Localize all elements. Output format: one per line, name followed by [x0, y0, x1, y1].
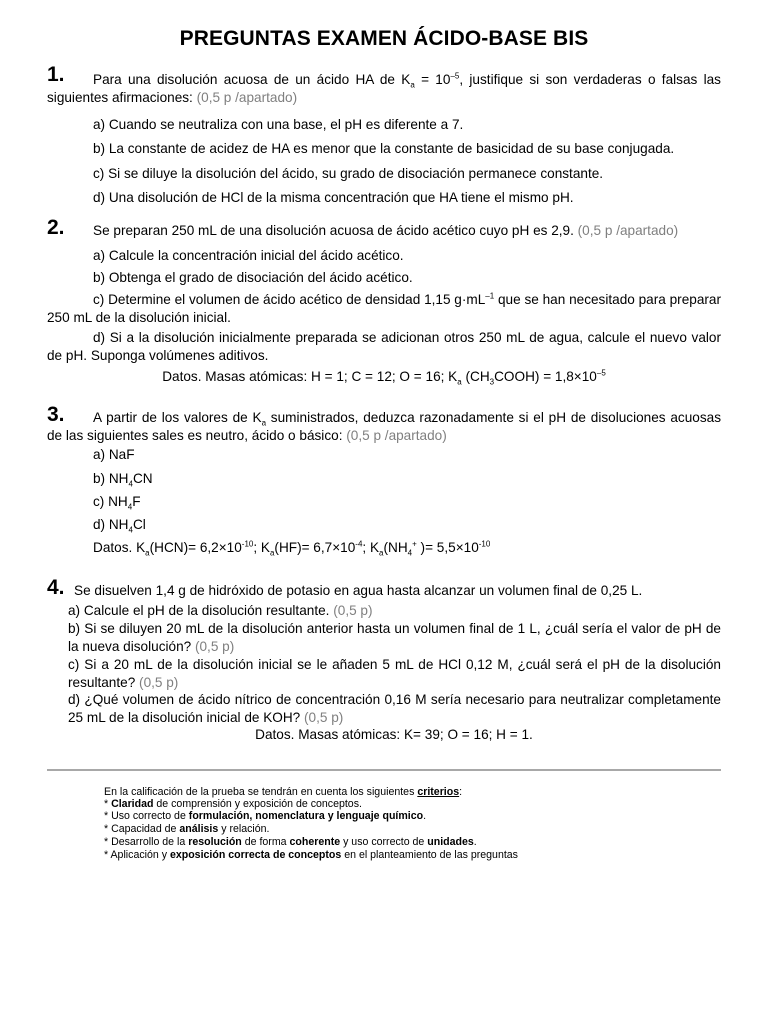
question-1-points: (0,5 p /apartado)	[196, 90, 298, 105]
criteria-line-2: * Claridad de comprensión y exposición de conceptos.	[104, 798, 362, 810]
question-1-item-b: b) La constante de acidez de HA es menor que la constante de basicidad de su base conjugada.	[93, 141, 675, 156]
question-4-item-a: a) Calcule el pH de la disolución resultante. (0,5 p)	[68, 603, 373, 618]
question-2-points: (0,5 p /apartado)	[577, 223, 679, 238]
page-title: PREGUNTAS EXAMEN ÁCIDO-BASE BIS	[179, 27, 589, 50]
question-4-statement: Se disuelven 1,4 g de hidróxido de potasio en agua hasta alcanzar un volumen final de 0,25 L.	[74, 583, 643, 598]
question-2-item-b: b) Obtenga el grado de disociación del ácido acético.	[93, 270, 413, 285]
question-2-item-c: c) Determine el volumen de ácido acético de densidad 1,15 $g\cdot mL^{-1}$ que se han necesitado para preparar 250 mL de la disolución inicial.	[47, 291, 721, 325]
criteria-line-1: En la calificación de la prueba se tendrán en cuenta los siguientes criterios:	[104, 786, 463, 798]
question-1-item-d: d) Una disolución de HCl de la misma concentración que HA tiene el mismo pH.	[93, 190, 574, 205]
question-2-item-a: a) Calcule la concentración inicial del ácido acético.	[93, 248, 404, 263]
question-4-item-d: d) ¿Qué volumen de ácido nítrico de concentración 0,16 M sería necesario para neutralizar completamente 25 mL de la disolución inicial de KOH? (0,5 p)	[68, 692, 721, 725]
question-3-item-c: c) $NH_4F$	[93, 494, 141, 512]
question-2-item-d: d) Si a la disolución inicialmente preparada se adicionan otros 250 mL de agua, calcule el nuevo valor de pH. Suponga volúmenes aditivos.	[47, 330, 721, 363]
question-3-statement: A partir de los valores de $K_a$ suministrados, deduzca razonadamente si el pH de disoluciones acuosas de las siguientes sales es neutro, ácido o básico: (0,5 p /apartado)	[47, 410, 721, 443]
question-3-item-d: d) $NH_4Cl$	[93, 517, 146, 535]
question-1-item-c: c) Si se diluye la disolución del ácido, su grado de disociación permanece constante.	[93, 166, 604, 181]
question-2-data: Datos. Masas atómicas: H = 1; C = 12; O = 16; $K_a$ $(CH_3COOH) = 1,8\times 10^{-5}$	[162, 368, 606, 387]
question-4-number: 4.	[47, 576, 65, 599]
criteria-line-5: * Desarrollo de la resolución de forma coherente y uso correcto de unidades.	[104, 836, 477, 848]
question-3-item-a: a) NaF	[93, 447, 135, 462]
question-1-item-a: a) Cuando se neutraliza con una base, el pH es diferente a 7.	[93, 117, 464, 132]
question-2-number: 2.	[47, 216, 65, 239]
criteria-line-3: * Uso correcto de formulación, nomenclatura y lenguaje químico.	[104, 810, 427, 822]
section-divider	[47, 769, 721, 771]
question-1-number: 1.	[47, 63, 65, 86]
question-4-item-b: b) Si se diluyen 20 mL de la disolución anterior hasta un volumen final de 1 L, ¿cuál sería el valor de pH de la nueva disolución? (0,5 p)	[68, 621, 721, 654]
question-1-statement: Para una disolución acuosa de un ácido HA de $K_a = 10^{-5}$, justifique si son verdaderas o falsas las siguientes afirmaciones: (0,5 p /apartado)	[47, 71, 721, 105]
question-3-number: 3.	[47, 403, 65, 426]
question-4-data: Datos. Masas atómicas: K= 39; O = 16; H = 1.	[255, 727, 533, 742]
question-4-item-c: c) Si a 20 mL de la disolución inicial se le añaden 5 mL de HCl 0,12 M, ¿cuál será el pH de la disolución resultante? (0,5 p)	[68, 657, 721, 690]
criteria-line-6: * Aplicación y exposición correcta de conceptos en el planteamiento de las preguntas	[104, 849, 518, 861]
question-3-item-b: b) $NH_4CN$	[93, 471, 153, 489]
question-2-statement: Se preparan 250 mL de una disolución acuosa de ácido acético cuyo pH es 2,9. (0,5 p /apartado)	[93, 223, 679, 238]
criteria-line-4: * Capacidad de análisis y relación.	[104, 823, 270, 835]
question-3-data: Datos. $K_a(HCN)= 6,2\times 10^{-10}$; $K_a(HF)= 6,7\times 10^{-4}$; $K_a(NH_4^+$ )= $5,5\times 10^{-10}$	[93, 539, 491, 558]
question-3-points: (0,5 p /apartado)	[346, 428, 447, 443]
